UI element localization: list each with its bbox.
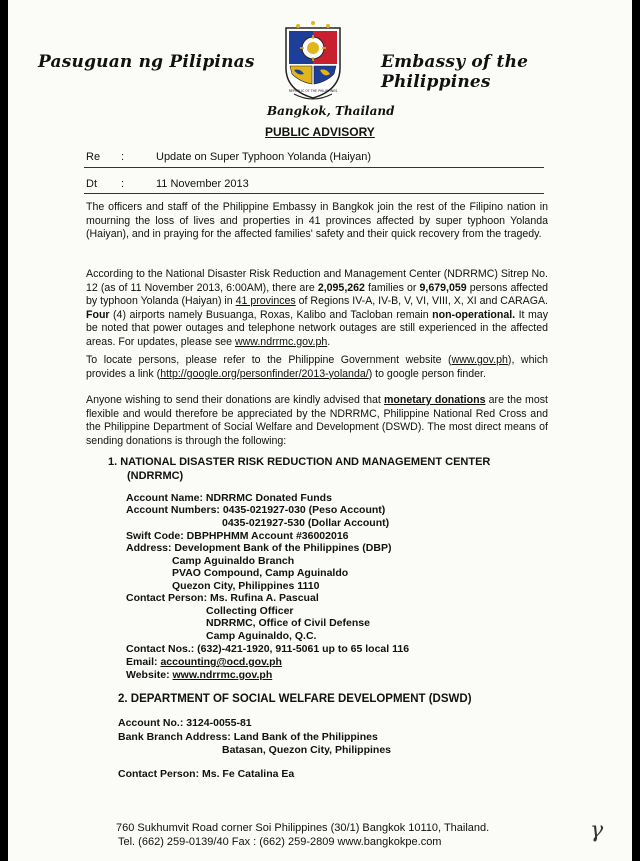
paragraph-locate: To locate persons, please refer to the Philippine Government website (www.gov.ph), which provides a link (http://google.org/personfinder/2013-yolanda/) to google person finder. bbox=[86, 354, 549, 380]
govph-link[interactable]: www.gov.ph bbox=[451, 354, 508, 366]
contact-line-3: NDRRMC, Office of Civil Defense bbox=[206, 617, 370, 629]
re-label: Re bbox=[86, 151, 101, 163]
dt-label: Dt bbox=[86, 178, 97, 190]
contact-numbers: Contact Nos.: (632)-421-1920, 911-5061 up to 65 local 116 bbox=[126, 643, 410, 655]
re-separator: : bbox=[121, 151, 125, 163]
address-line-2: Camp Aguinaldo Branch bbox=[172, 555, 295, 567]
contact-line-4: Camp Aguinaldo, Q.C. bbox=[206, 630, 317, 642]
section-ndrrmc-heading: 1. NATIONAL DISASTER RISK REDUCTION AND MANAGEMENT CENTER bbox=[108, 456, 491, 468]
city-line: Bangkok, Thailand bbox=[267, 104, 395, 118]
footer-contact: Tel. (662) 259-0139/40 Fax : (662) 259-2809 www.bangkokpe.com bbox=[118, 836, 442, 848]
handwritten-initial: γ bbox=[590, 818, 604, 843]
philippine-seal-icon bbox=[280, 20, 346, 102]
title-filipino: Pasuguan ng Pilipinas bbox=[38, 52, 255, 72]
dt-value: 11 November 2013 bbox=[156, 178, 249, 190]
email-line: Email: accounting@ocd.gov.ph bbox=[126, 656, 282, 668]
seal-text: REPUBLIC OF THE PHILIPPINES bbox=[288, 89, 338, 93]
account-name: Account Name: NDRRMC Donated Funds bbox=[126, 492, 332, 504]
contact-line-2: Collecting Officer bbox=[206, 605, 294, 617]
footer-address: 760 Sukhumvit Road corner Soi Philippines (30/1) Bangkok 10110, Thailand. bbox=[116, 822, 490, 834]
dswd-bank-address-2: Batasan, Quezon City, Philippines bbox=[222, 744, 391, 756]
dswd-account-no: Account No.: 3124-0055-81 bbox=[118, 717, 252, 729]
divider bbox=[84, 193, 544, 194]
document-page bbox=[8, 0, 632, 861]
website-line: Website: www.ndrrmc.gov.ph bbox=[126, 669, 273, 681]
section-dswd-heading: 2. DEPARTMENT OF SOCIAL WELFARE DEVELOPMENT (DSWD) bbox=[118, 693, 472, 705]
ndrrmc-link[interactable]: www.ndrrmc.gov.ph bbox=[235, 335, 328, 348]
re-value: Update on Super Typhoon Yolanda (Haiyan) bbox=[156, 151, 372, 163]
section-ndrrmc-heading-2: (NDRRMC) bbox=[127, 470, 184, 482]
contact-person: Contact Person: Ms. Rufina A. Pascual bbox=[126, 592, 319, 604]
paragraph-sitrep: According to the National Disaster Risk Reduction and Management Center (NDRRMC) Sitrep No. 12 (as of 11 November 2013, 6:00AM), there are 2,095,262 families or 9,679,059 persons affected by typhoon Yolanda (Haiyan) in 41 provinces of Regions IV-A, IV-B, V, VI, VIII, X, XI and CARAGA. Four (4) airports namely Busuanga, Roxas, Kalibo and Tacloban remain non-operational. It may be noted that power outages and telephone network outages are still experienced in the affected areas. For updates, please see www.ndrrmc.gov.ph. bbox=[86, 268, 548, 348]
divider bbox=[84, 167, 544, 168]
swift-code: Swift Code: DBPHPHMM Account #36002016 bbox=[126, 530, 349, 542]
page-title: PUBLIC ADVISORY bbox=[265, 125, 375, 139]
dswd-bank-address: Bank Branch Address: Land Bank of the Philippines bbox=[118, 731, 378, 743]
email-link[interactable]: accounting@ocd.gov.ph bbox=[160, 656, 282, 668]
account-numbers: Account Numbers: 0435-021927-030 (Peso Account) bbox=[126, 504, 386, 516]
address-line-3: PVAO Compound, Camp Aguinaldo bbox=[172, 567, 349, 579]
paragraph-donations: Anyone wishing to send their donations are kindly advised that monetary donations are the most flexible and would therefore be appreciated by the NDRRMC, Philippine National Red Cross and the Philippine Department of Social Welfare and Development (DSWD). The most direct means of sending donations is through the following: bbox=[86, 394, 548, 447]
dt-separator: : bbox=[121, 178, 125, 190]
personfinder-link[interactable]: http://google.org/personfinder/2013-yolanda/ bbox=[160, 367, 369, 380]
account-numbers-dollar: 0435-021927-530 (Dollar Account) bbox=[222, 517, 390, 529]
title-english: Embassy of the Philippines bbox=[381, 52, 529, 92]
paragraph-condolence: The officers and staff of the Philippine Embassy in Bangkok join the rest of the Filipino nation in mourning the loss of lives and properties in 41 provinces affected by super typhoon Yolanda (Haiyan), and in praying for the affected families' safety and their quick recovery from the tragedy. bbox=[86, 201, 548, 240]
address-line-4: Quezon City, Philippines 1110 bbox=[172, 580, 320, 592]
dswd-contact-person: Contact Person: Ms. Fe Catalina Ea bbox=[118, 768, 295, 780]
address: Address: Development Bank of the Philippines (DBP) bbox=[126, 542, 392, 554]
website-link[interactable]: www.ndrrmc.gov.ph bbox=[172, 669, 273, 681]
